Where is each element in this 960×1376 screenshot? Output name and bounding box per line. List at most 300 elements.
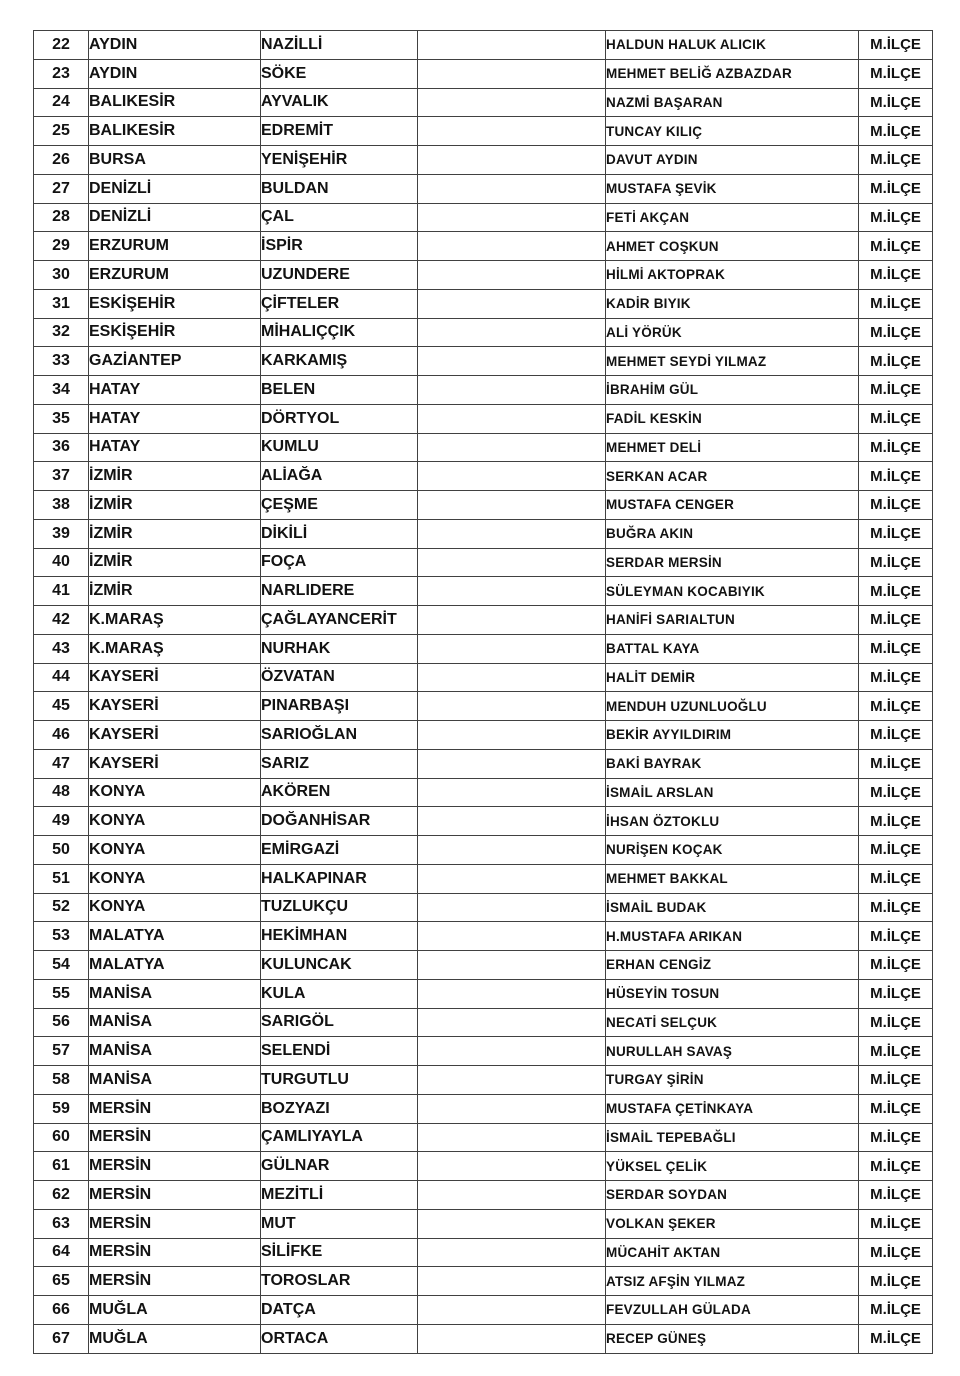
table-row (34, 749, 933, 778)
cell-province: İZMİR (89, 491, 261, 520)
cell-person-name: FEVZULLAH GÜLADA (606, 1296, 859, 1325)
cell-district: SİLİFKE (261, 1238, 418, 1267)
cell-province: BURSA (89, 146, 261, 175)
cell-district: SARIZ (261, 749, 418, 778)
cell-row-number: 25 (34, 117, 89, 146)
cell-row-number: 29 (34, 232, 89, 261)
cell-empty-column (418, 433, 606, 462)
cell-district: MİHALIÇÇIK (261, 318, 418, 347)
cell-empty-column (418, 1324, 606, 1353)
cell-empty-column (418, 491, 606, 520)
cell-row-number: 60 (34, 1123, 89, 1152)
cell-person-name: HÜSEYİN TOSUN (606, 979, 859, 1008)
cell-row-number: 67 (34, 1324, 89, 1353)
table-row (34, 951, 933, 980)
cell-province: AYDIN (89, 59, 261, 88)
cell-row-number: 54 (34, 951, 89, 980)
cell-empty-column (418, 922, 606, 951)
cell-person-name: İSMAİL ARSLAN (606, 778, 859, 807)
cell-province: ERZURUM (89, 261, 261, 290)
cell-row-number: 33 (34, 347, 89, 376)
cell-province: K.MARAŞ (89, 634, 261, 663)
table-row (34, 836, 933, 865)
cell-empty-column (418, 318, 606, 347)
cell-province: MERSİN (89, 1209, 261, 1238)
cell-province: KONYA (89, 778, 261, 807)
cell-person-name: VOLKAN ŞEKER (606, 1209, 859, 1238)
cell-empty-column (418, 663, 606, 692)
table-row (34, 1094, 933, 1123)
cell-row-number: 64 (34, 1238, 89, 1267)
cell-district-type: M.İLÇE (859, 1123, 933, 1152)
table-row (34, 548, 933, 577)
cell-person-name: AHMET COŞKUN (606, 232, 859, 261)
cell-person-name: BATTAL KAYA (606, 634, 859, 663)
cell-person-name: NAZMİ BAŞARAN (606, 88, 859, 117)
cell-empty-column (418, 864, 606, 893)
cell-district-type: M.İLÇE (859, 749, 933, 778)
cell-province: MANİSA (89, 979, 261, 1008)
cell-row-number: 32 (34, 318, 89, 347)
cell-district-type: M.İLÇE (859, 376, 933, 405)
cell-district: ALİAĞA (261, 462, 418, 491)
cell-person-name: HALİT DEMİR (606, 663, 859, 692)
table-row (34, 1008, 933, 1037)
cell-province: KAYSERİ (89, 749, 261, 778)
cell-district: YENİŞEHİR (261, 146, 418, 175)
cell-empty-column (418, 31, 606, 60)
cell-row-number: 35 (34, 404, 89, 433)
table-row (34, 1267, 933, 1296)
cell-person-name: ERHAN CENGİZ (606, 951, 859, 980)
cell-province: MANİSA (89, 1037, 261, 1066)
cell-district-type: M.İLÇE (859, 663, 933, 692)
cell-district: TUZLUKÇU (261, 893, 418, 922)
cell-row-number: 56 (34, 1008, 89, 1037)
table-row (34, 864, 933, 893)
cell-row-number: 53 (34, 922, 89, 951)
cell-empty-column (418, 146, 606, 175)
table-row (34, 692, 933, 721)
table-row (34, 491, 933, 520)
table-row (34, 31, 933, 60)
cell-district: AKÖREN (261, 778, 418, 807)
cell-province: DENİZLİ (89, 174, 261, 203)
cell-row-number: 49 (34, 807, 89, 836)
cell-row-number: 28 (34, 203, 89, 232)
cell-province: MERSİN (89, 1152, 261, 1181)
cell-district-type: M.İLÇE (859, 634, 933, 663)
cell-row-number: 26 (34, 146, 89, 175)
cell-row-number: 30 (34, 261, 89, 290)
cell-person-name: NECATİ SELÇUK (606, 1008, 859, 1037)
cell-district-type: M.İLÇE (859, 433, 933, 462)
cell-row-number: 27 (34, 174, 89, 203)
cell-empty-column (418, 289, 606, 318)
table-row (34, 318, 933, 347)
cell-district: PINARBAŞI (261, 692, 418, 721)
cell-person-name: RECEP GÜNEŞ (606, 1324, 859, 1353)
cell-district: UZUNDERE (261, 261, 418, 290)
cell-district: İSPİR (261, 232, 418, 261)
cell-empty-column (418, 692, 606, 721)
cell-empty-column (418, 836, 606, 865)
cell-province: BALIKESİR (89, 117, 261, 146)
cell-district: ÖZVATAN (261, 663, 418, 692)
cell-district-type: M.İLÇE (859, 289, 933, 318)
cell-province: KONYA (89, 893, 261, 922)
cell-district-type: M.İLÇE (859, 88, 933, 117)
cell-person-name: TURGAY ŞİRİN (606, 1066, 859, 1095)
cell-district-type: M.İLÇE (859, 979, 933, 1008)
cell-person-name: MEHMET DELİ (606, 433, 859, 462)
table-row (34, 922, 933, 951)
table-row (34, 433, 933, 462)
cell-person-name: MÜCAHİT AKTAN (606, 1238, 859, 1267)
table-row (34, 203, 933, 232)
cell-row-number: 43 (34, 634, 89, 663)
cell-district: GÜLNAR (261, 1152, 418, 1181)
cell-person-name: BEKİR AYYILDIRIM (606, 721, 859, 750)
cell-district: TURGUTLU (261, 1066, 418, 1095)
table-row (34, 376, 933, 405)
cell-district: SARIOĞLAN (261, 721, 418, 750)
cell-person-name: HİLMİ AKTOPRAK (606, 261, 859, 290)
cell-province: İZMİR (89, 519, 261, 548)
cell-province: HATAY (89, 404, 261, 433)
table-row (34, 1123, 933, 1152)
cell-district-type: M.İLÇE (859, 31, 933, 60)
cell-empty-column (418, 807, 606, 836)
cell-empty-column (418, 232, 606, 261)
table-row (34, 462, 933, 491)
cell-empty-column (418, 577, 606, 606)
cell-empty-column (418, 462, 606, 491)
cell-person-name: SÜLEYMAN KOCABIYIK (606, 577, 859, 606)
table-row (34, 1324, 933, 1353)
cell-province: MALATYA (89, 951, 261, 980)
cell-district: KULA (261, 979, 418, 1008)
cell-empty-column (418, 1267, 606, 1296)
cell-empty-column (418, 88, 606, 117)
cell-row-number: 41 (34, 577, 89, 606)
cell-district-type: M.İLÇE (859, 1066, 933, 1095)
cell-empty-column (418, 376, 606, 405)
cell-empty-column (418, 1094, 606, 1123)
cell-empty-column (418, 1008, 606, 1037)
cell-row-number: 45 (34, 692, 89, 721)
cell-district-type: M.İLÇE (859, 692, 933, 721)
cell-row-number: 55 (34, 979, 89, 1008)
cell-district-type: M.İLÇE (859, 347, 933, 376)
cell-province: MUĞLA (89, 1324, 261, 1353)
cell-person-name: KADİR BIYIK (606, 289, 859, 318)
cell-district: DİKİLİ (261, 519, 418, 548)
cell-district: DOĞANHİSAR (261, 807, 418, 836)
cell-row-number: 57 (34, 1037, 89, 1066)
cell-province: MERSİN (89, 1123, 261, 1152)
cell-district-type: M.İLÇE (859, 922, 933, 951)
table-row (34, 174, 933, 203)
table-row (34, 88, 933, 117)
cell-empty-column (418, 1037, 606, 1066)
cell-empty-column (418, 174, 606, 203)
cell-province: ESKİŞEHİR (89, 318, 261, 347)
cell-row-number: 52 (34, 893, 89, 922)
cell-person-name: SERDAR SOYDAN (606, 1181, 859, 1210)
table-body (34, 31, 933, 1354)
cell-person-name: MENDUH UZUNLUOĞLU (606, 692, 859, 721)
cell-row-number: 63 (34, 1209, 89, 1238)
cell-district-type: M.İLÇE (859, 1209, 933, 1238)
cell-district-type: M.İLÇE (859, 951, 933, 980)
table-row (34, 117, 933, 146)
cell-district: MUT (261, 1209, 418, 1238)
cell-person-name: HALDUN HALUK ALICIK (606, 31, 859, 60)
cell-district: NAZİLLİ (261, 31, 418, 60)
cell-province: MANİSA (89, 1066, 261, 1095)
table-row (34, 979, 933, 1008)
cell-province: GAZİANTEP (89, 347, 261, 376)
cell-row-number: 61 (34, 1152, 89, 1181)
cell-district: ÇAMLIYAYLA (261, 1123, 418, 1152)
cell-empty-column (418, 893, 606, 922)
cell-district-type: M.İLÇE (859, 778, 933, 807)
cell-district: HEKİMHAN (261, 922, 418, 951)
cell-district-type: M.İLÇE (859, 491, 933, 520)
cell-province: İZMİR (89, 548, 261, 577)
cell-person-name: FADİL KESKİN (606, 404, 859, 433)
cell-province: KAYSERİ (89, 692, 261, 721)
cell-row-number: 36 (34, 433, 89, 462)
table-row (34, 577, 933, 606)
cell-empty-column (418, 721, 606, 750)
cell-district-type: M.İLÇE (859, 1296, 933, 1325)
cell-district-type: M.İLÇE (859, 606, 933, 635)
cell-district: BULDAN (261, 174, 418, 203)
cell-district-type: M.İLÇE (859, 519, 933, 548)
cell-empty-column (418, 1123, 606, 1152)
cell-empty-column (418, 261, 606, 290)
cell-row-number: 23 (34, 59, 89, 88)
cell-district-type: M.İLÇE (859, 893, 933, 922)
cell-row-number: 46 (34, 721, 89, 750)
cell-district-type: M.İLÇE (859, 1152, 933, 1181)
cell-province: KONYA (89, 807, 261, 836)
table-row (34, 721, 933, 750)
cell-row-number: 39 (34, 519, 89, 548)
cell-empty-column (418, 1209, 606, 1238)
cell-district-type: M.İLÇE (859, 1267, 933, 1296)
cell-district-type: M.İLÇE (859, 864, 933, 893)
cell-empty-column (418, 519, 606, 548)
cell-district: BELEN (261, 376, 418, 405)
district-mayor-table (33, 30, 933, 1354)
cell-district: FOÇA (261, 548, 418, 577)
table-row (34, 289, 933, 318)
cell-empty-column (418, 548, 606, 577)
cell-province: ESKİŞEHİR (89, 289, 261, 318)
table-row (34, 232, 933, 261)
cell-province: K.MARAŞ (89, 606, 261, 635)
cell-province: ERZURUM (89, 232, 261, 261)
cell-province: KAYSERİ (89, 663, 261, 692)
table-row (34, 59, 933, 88)
cell-person-name: FETİ AKÇAN (606, 203, 859, 232)
cell-province: MANİSA (89, 1008, 261, 1037)
cell-district: EMİRGAZİ (261, 836, 418, 865)
cell-empty-column (418, 1238, 606, 1267)
cell-province: MERSİN (89, 1267, 261, 1296)
cell-district-type: M.İLÇE (859, 721, 933, 750)
cell-province: BALIKESİR (89, 88, 261, 117)
cell-district-type: M.İLÇE (859, 1238, 933, 1267)
cell-district-type: M.İLÇE (859, 1181, 933, 1210)
cell-province: MALATYA (89, 922, 261, 951)
cell-district-type: M.İLÇE (859, 1094, 933, 1123)
cell-province: MERSİN (89, 1238, 261, 1267)
cell-empty-column (418, 778, 606, 807)
cell-row-number: 48 (34, 778, 89, 807)
cell-row-number: 22 (34, 31, 89, 60)
cell-district: EDREMİT (261, 117, 418, 146)
cell-province: İZMİR (89, 577, 261, 606)
cell-person-name: SERKAN ACAR (606, 462, 859, 491)
cell-person-name: YÜKSEL ÇELİK (606, 1152, 859, 1181)
cell-province: KONYA (89, 864, 261, 893)
cell-person-name: SERDAR MERSİN (606, 548, 859, 577)
cell-person-name: BAKİ BAYRAK (606, 749, 859, 778)
cell-empty-column (418, 1066, 606, 1095)
cell-person-name: TUNCAY KILIÇ (606, 117, 859, 146)
cell-row-number: 58 (34, 1066, 89, 1095)
cell-province: MUĞLA (89, 1296, 261, 1325)
table-row (34, 1181, 933, 1210)
cell-district: HALKAPINAR (261, 864, 418, 893)
cell-row-number: 62 (34, 1181, 89, 1210)
cell-district-type: M.İLÇE (859, 59, 933, 88)
cell-empty-column (418, 1296, 606, 1325)
cell-province: HATAY (89, 376, 261, 405)
cell-row-number: 44 (34, 663, 89, 692)
cell-district: TOROSLAR (261, 1267, 418, 1296)
cell-district: SARIGÖL (261, 1008, 418, 1037)
cell-district-type: M.İLÇE (859, 232, 933, 261)
cell-district: NURHAK (261, 634, 418, 663)
cell-district: KUMLU (261, 433, 418, 462)
table-row (34, 893, 933, 922)
cell-district: SELENDİ (261, 1037, 418, 1066)
cell-person-name: MUSTAFA ÇETİNKAYA (606, 1094, 859, 1123)
cell-province: KAYSERİ (89, 721, 261, 750)
cell-province: İZMİR (89, 462, 261, 491)
cell-row-number: 42 (34, 606, 89, 635)
cell-person-name: İHSAN ÖZTOKLU (606, 807, 859, 836)
table-row (34, 807, 933, 836)
cell-person-name: MEHMET BAKKAL (606, 864, 859, 893)
cell-district-type: M.İLÇE (859, 462, 933, 491)
cell-district-type: M.İLÇE (859, 261, 933, 290)
cell-district: KULUNCAK (261, 951, 418, 980)
cell-empty-column (418, 1152, 606, 1181)
cell-row-number: 24 (34, 88, 89, 117)
cell-province: AYDIN (89, 31, 261, 60)
cell-district-type: M.İLÇE (859, 548, 933, 577)
cell-person-name: MEHMET BELİĞ AZBAZDAR (606, 59, 859, 88)
cell-district-type: M.İLÇE (859, 203, 933, 232)
cell-district: DÖRTYOL (261, 404, 418, 433)
cell-district-type: M.İLÇE (859, 1037, 933, 1066)
cell-row-number: 31 (34, 289, 89, 318)
cell-district: MEZİTLİ (261, 1181, 418, 1210)
cell-district-type: M.İLÇE (859, 146, 933, 175)
cell-empty-column (418, 347, 606, 376)
cell-district: ORTACA (261, 1324, 418, 1353)
cell-row-number: 40 (34, 548, 89, 577)
cell-empty-column (418, 59, 606, 88)
table-row (34, 606, 933, 635)
cell-person-name: HANİFİ SARIALTUN (606, 606, 859, 635)
cell-person-name: İSMAİL TEPEBAĞLI (606, 1123, 859, 1152)
cell-province: KONYA (89, 836, 261, 865)
cell-person-name: NURULLAH SAVAŞ (606, 1037, 859, 1066)
cell-district: KARKAMIŞ (261, 347, 418, 376)
cell-row-number: 65 (34, 1267, 89, 1296)
cell-district: SÖKE (261, 59, 418, 88)
cell-district-type: M.İLÇE (859, 577, 933, 606)
table-row (34, 347, 933, 376)
table-row (34, 1152, 933, 1181)
cell-province: MERSİN (89, 1094, 261, 1123)
cell-district: ÇEŞME (261, 491, 418, 520)
cell-empty-column (418, 951, 606, 980)
table-row (34, 634, 933, 663)
cell-district-type: M.İLÇE (859, 1008, 933, 1037)
cell-district: BOZYAZI (261, 1094, 418, 1123)
table-row (34, 663, 933, 692)
cell-row-number: 47 (34, 749, 89, 778)
cell-row-number: 66 (34, 1296, 89, 1325)
cell-row-number: 50 (34, 836, 89, 865)
table-row (34, 146, 933, 175)
cell-district-type: M.İLÇE (859, 836, 933, 865)
cell-empty-column (418, 606, 606, 635)
table-row (34, 778, 933, 807)
table-row (34, 1066, 933, 1095)
cell-row-number: 38 (34, 491, 89, 520)
table-row (34, 519, 933, 548)
cell-district: NARLIDERE (261, 577, 418, 606)
cell-person-name: MUSTAFA CENGER (606, 491, 859, 520)
cell-district-type: M.İLÇE (859, 404, 933, 433)
cell-row-number: 34 (34, 376, 89, 405)
cell-person-name: NURİŞEN KOÇAK (606, 836, 859, 865)
cell-person-name: BUĞRA AKIN (606, 519, 859, 548)
cell-district-type: M.İLÇE (859, 1324, 933, 1353)
cell-district-type: M.İLÇE (859, 318, 933, 347)
cell-province: MERSİN (89, 1181, 261, 1210)
cell-person-name: İBRAHİM GÜL (606, 376, 859, 405)
table-row (34, 1238, 933, 1267)
cell-district: ÇAĞLAYANCERİT (261, 606, 418, 635)
cell-person-name: MEHMET SEYDİ YILMAZ (606, 347, 859, 376)
cell-district: AYVALIK (261, 88, 418, 117)
cell-person-name: H.MUSTAFA ARIKAN (606, 922, 859, 951)
cell-district: ÇİFTELER (261, 289, 418, 318)
cell-person-name: MUSTAFA ŞEVİK (606, 174, 859, 203)
cell-district-type: M.İLÇE (859, 174, 933, 203)
cell-empty-column (418, 749, 606, 778)
